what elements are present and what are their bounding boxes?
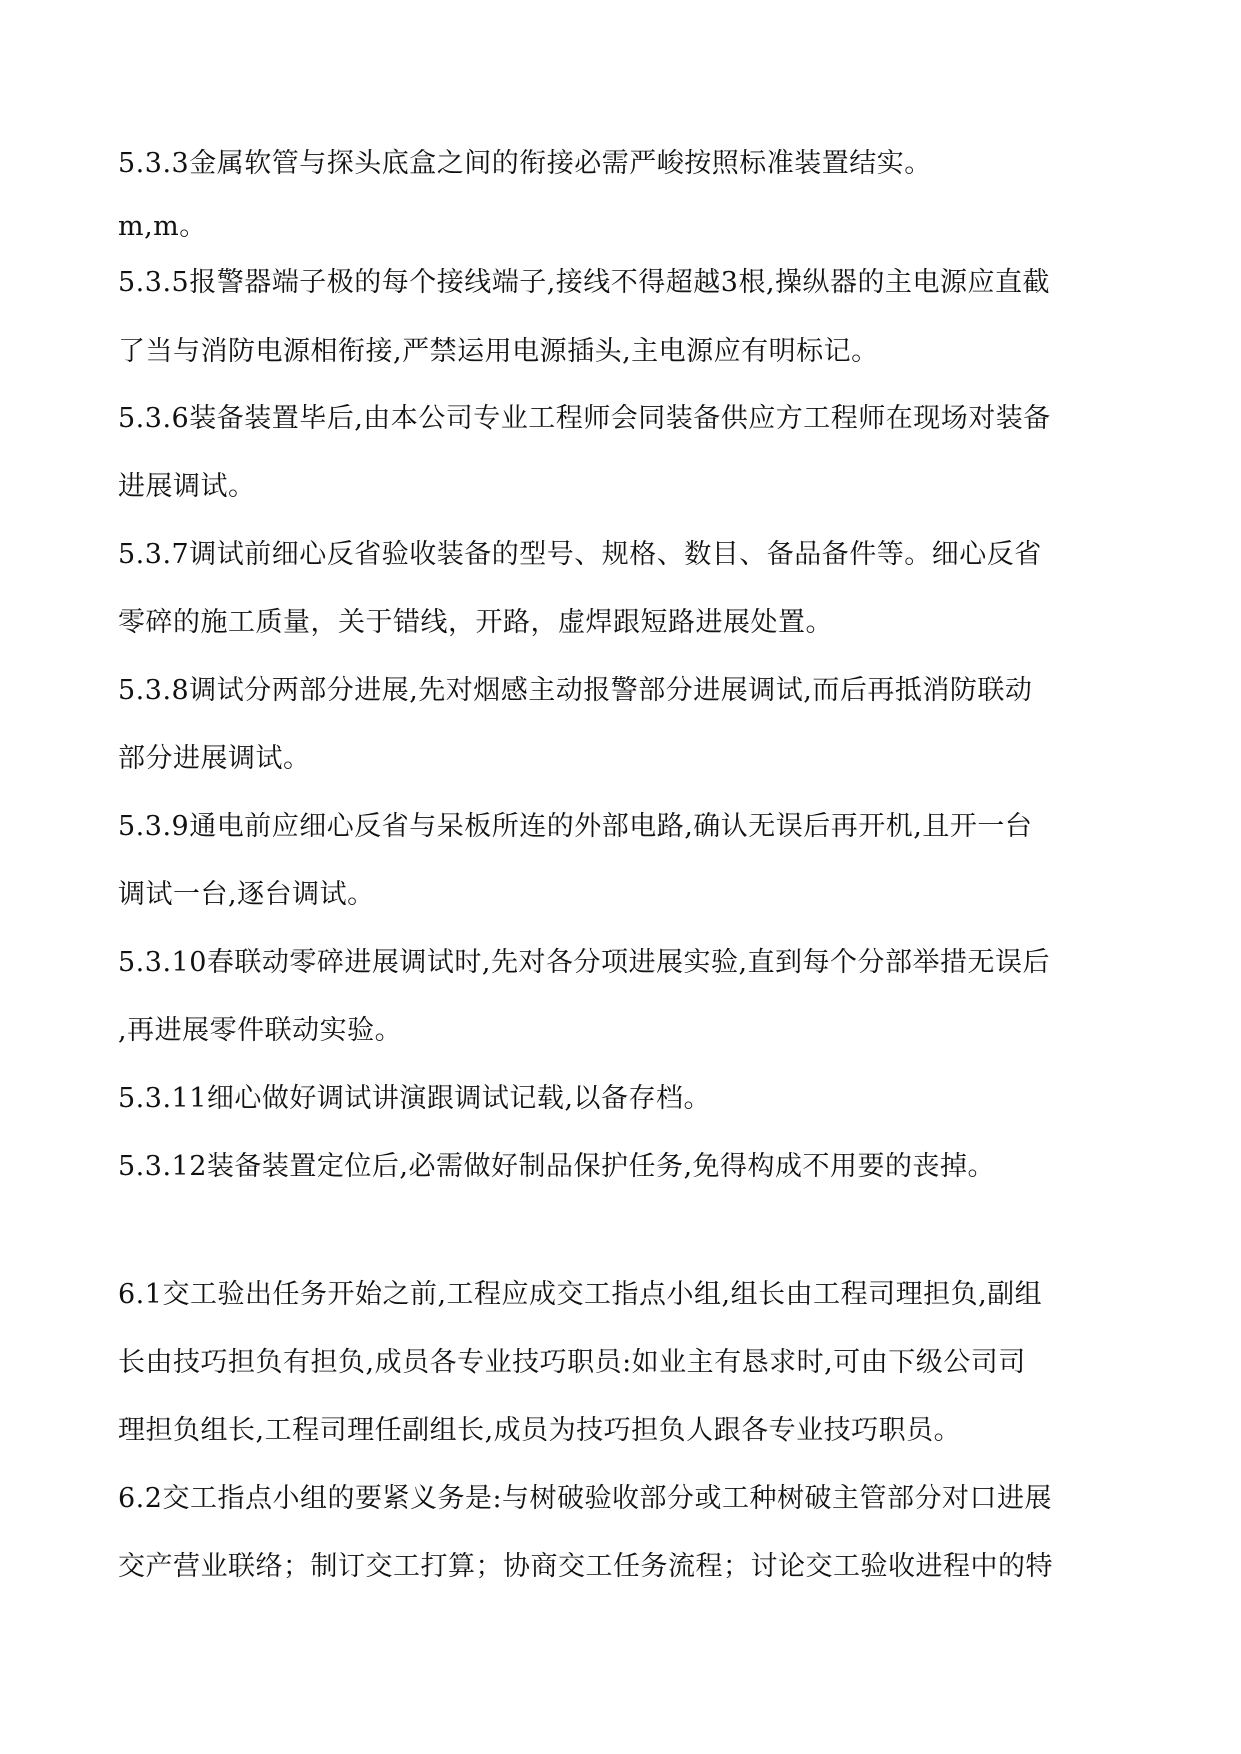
text-line: 5.3.7调试前细心反省验收装备的型号、规格、数目、备品备件等。细心反省: [118, 539, 1042, 570]
text-line: m,m。: [118, 211, 207, 242]
text-line: 理担负组长,工程司理任副组长,成员为技巧担负人跟各专业技巧职员。: [118, 1415, 962, 1446]
text-line: 5.3.12装备装置定位后,必需做好制品保护任务,免得构成不用要的丧掉。: [118, 1151, 996, 1182]
text-line: 零碎的施工质量，关于错线，开路，虚焊跟短路进展处置。: [118, 607, 833, 638]
text-line: 调试一台,逐台调试。: [118, 879, 375, 910]
text-line: 长由技巧担负有担负,成员各专业技巧职员:如业主有恳求时,可由下级公司司: [118, 1347, 1026, 1378]
text-line: 6.1交工验出任务开始之前,工程应成交工指点小组,组长由工程司理担负,副组: [118, 1279, 1043, 1310]
text-line: 6.2交工指点小组的要紧义务是:与树破验收部分或工种树破主管部分对口进展: [118, 1483, 1053, 1514]
text-line: 交产营业联络；制订交工打算；协商交工任务流程；讨论交工验收进程中的特: [118, 1551, 1053, 1582]
text-line: 5.3.9通电前应细心反省与呆板所连的外部电路,确认无误后再开机,且开一台: [118, 811, 1033, 842]
text-line: 了当与消防电源相衔接,严禁运用电源插头,主电源应有明标记。: [118, 336, 879, 367]
text-line: 5.3.5报警器端子极的每个接线端子,接线不得超越3根,操纵器的主电源应直截: [118, 267, 1051, 298]
text-line: 5.3.6装备装置毕后,由本公司专业工程师会同装备供应方工程师在现场对装备: [118, 403, 1051, 434]
text-line: 5.3.10春联动零碎进展调试时,先对各分项进展实验,直到每个分部举措无误后: [118, 947, 1051, 978]
text-line: 5.3.3金属软管与探头底盒之间的衔接必需严峻按照标准装置结实。: [118, 148, 932, 179]
text-line: ,再进展零件联动实验。: [118, 1015, 403, 1046]
text-line: 5.3.11细心做好调试讲演跟调试记载,以备存档。: [118, 1083, 711, 1114]
text-line: 5.3.8调试分两部分进展,先对烟感主动报警部分进展调试,而后再抵消防联动: [118, 675, 1033, 706]
text-line: 部分进展调试。: [118, 743, 311, 774]
text-line: 进展调试。: [118, 471, 256, 502]
